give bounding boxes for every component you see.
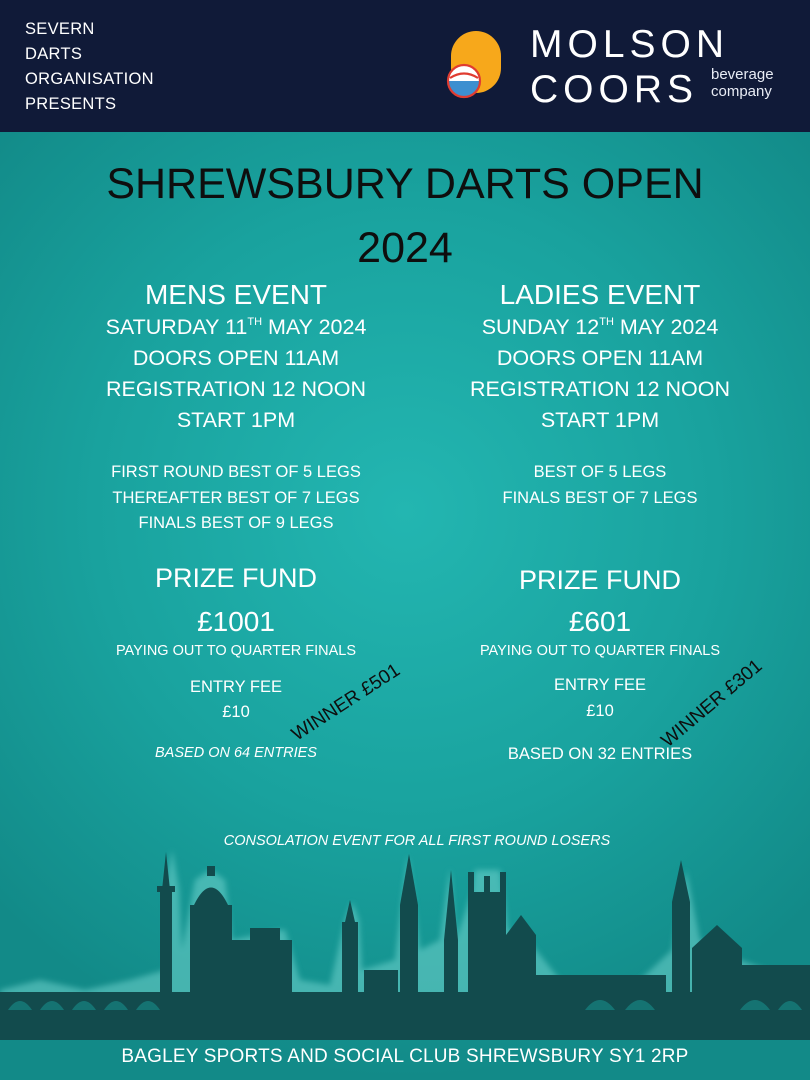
sponsor-subtitle	[711, 66, 774, 100]
sponsor-wordmark	[530, 22, 729, 112]
header-bar	[0, 0, 810, 132]
mens-prize-amount: £1001	[197, 605, 275, 637]
mens-prize-fund-heading: PRIZE FUND	[155, 562, 317, 593]
sponsor-line-2: COORS	[530, 68, 699, 111]
mens-date-month: MAY 2024	[262, 315, 367, 339]
presenter-text	[25, 17, 154, 117]
mens-event-heading: MENS EVENT	[144, 279, 328, 310]
ladies-entry-fee-label: ENTRY FEE	[554, 676, 646, 694]
venue-address: BAGLEY SPORTS AND SOCIAL CLUB SHREWSBURY SY1 2RP	[121, 1046, 689, 1067]
skyline-shapes	[0, 852, 810, 1040]
ladies-format-line: BEST OF 5 LEGS	[533, 463, 667, 481]
sponsor-sub-line-2: company	[711, 83, 772, 100]
mens-format-line: THEREAFTER BEST OF 7 LEGS	[112, 488, 360, 507]
ladies-prize-fund-heading: PRIZE FUND	[519, 565, 681, 595]
event-year: 2024	[357, 224, 453, 272]
mens-format-line: FINALS BEST OF 9 LEGS	[138, 514, 334, 532]
ladies-winner-prize: WINNER £301	[657, 655, 767, 752]
consolation-note: CONSOLATION EVENT FOR ALL FIRST ROUND LOSERS	[223, 833, 611, 849]
ladies-registration: REGISTRATION 12 NOON	[469, 377, 731, 401]
shrewsbury-skyline-silhouette	[0, 830, 810, 1040]
presenter-line: ORGANISATION	[25, 70, 154, 88]
ladies-event-heading: LADIES EVENT	[499, 279, 701, 310]
ladies-event-date	[430, 312, 770, 343]
ladies-based-on: BASED ON 32 ENTRIES	[507, 745, 693, 763]
mens-entry-fee-amount: £10	[222, 703, 250, 721]
sponsor-sub-line-1: beverage	[711, 66, 774, 83]
ladies-date-day: SUNDAY 12	[481, 315, 600, 339]
mens-format-line: FIRST ROUND BEST OF 5 LEGS	[111, 463, 361, 481]
mens-winner-prize: WINNER £501	[288, 659, 405, 746]
mens-based-on: BASED ON 64 ENTRIES	[155, 744, 317, 761]
mens-paying-out: PAYING OUT TO QUARTER FINALS	[115, 642, 357, 659]
molson-coors-logo-icon	[445, 27, 505, 103]
ladies-format-line: FINALS BEST OF 7 LEGS	[502, 488, 698, 507]
mens-date-day: SATURDAY 11	[105, 315, 248, 339]
presenter-line: SEVERN	[25, 20, 95, 38]
ladies-entry-fee-amount: £10	[586, 701, 614, 720]
mens-start: START 1PM	[176, 408, 296, 432]
ladies-date-month: MAY 2024	[613, 315, 719, 339]
ladies-date-suffix: TH	[599, 316, 614, 328]
mens-date-suffix: TH	[247, 316, 263, 328]
ladies-start: START 1PM	[540, 408, 660, 432]
ladies-prize-amount: £601	[568, 606, 632, 637]
ladies-paying-out: PAYING OUT TO QUARTER FINALS	[479, 643, 721, 659]
presenter-line: DARTS	[25, 45, 83, 63]
mens-registration: REGISTRATION 12 NOON	[105, 377, 367, 401]
event-title: SHREWSBURY DARTS OPEN	[106, 160, 704, 208]
sponsor-line-1: MOLSON	[530, 23, 730, 66]
mens-doors: DOORS OPEN 11AM	[132, 346, 340, 370]
presenter-line: PRESENTS	[25, 95, 117, 113]
ladies-doors: DOORS OPEN 11AM	[496, 346, 704, 370]
mens-event-date	[66, 312, 406, 343]
mens-entry-fee-label: ENTRY FEE	[190, 677, 282, 696]
